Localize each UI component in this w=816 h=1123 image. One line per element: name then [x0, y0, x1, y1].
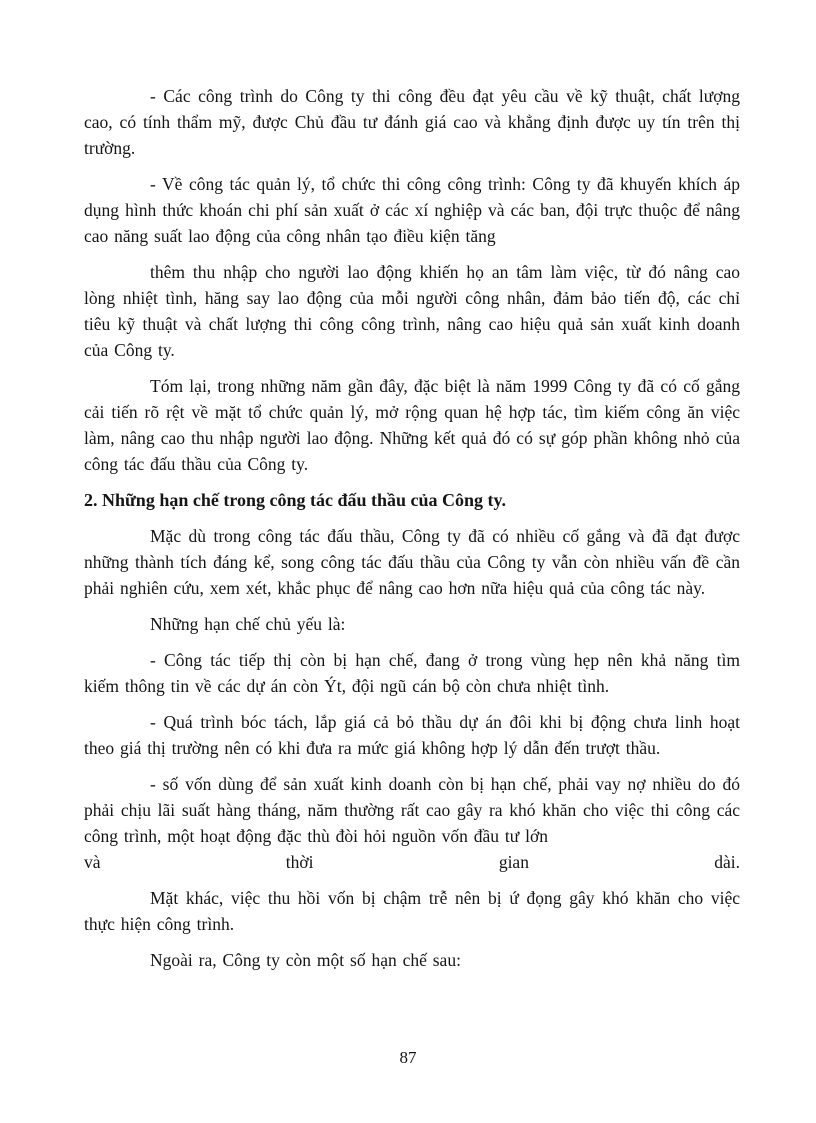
paragraph: thêm thu nhập cho người lao động khiến họ an tâm làm việc, từ đó nâng cao lòng nhiệt tình, hăng say lao động của mỗi người công nhân, đảm bảo tiến độ, các chỉ tiêu kỹ thuật và chất lượng thi công công trình, nâng cao hiệu quả sản xuất kinh doanh của Công ty.	[84, 262, 740, 360]
paragraph-text: - số vốn dùng để sản xuất kinh doanh còn bị hạn chế, phải vay nợ nhiều do đó phải chịu lãi suất hàng tháng, năm thường rất cao gây ra khó khăn cho việc thi công các công trình, một hoạt động đặc thù đòi hỏi nguồn vốn đầu tư lớn	[84, 774, 740, 846]
page-body	[84, 83, 740, 983]
paragraph: Tóm lại, trong những năm gần đây, đặc biệt là năm 1999 Công ty đã có cố gắng cải tiến rõ rệt về mặt tổ chức quản lý, mở rộng quan hệ hợp tác, tìm kiếm công ăn việc làm, nâng cao thu nhập người lao động. Những kết quả đó có sự góp phần không nhỏ của công tác đấu thầu của Công ty.	[84, 376, 740, 474]
page-number: 87	[399, 1048, 417, 1067]
paragraph: Mặc dù trong công tác đấu thầu, Công ty đã có nhiều cố gắng và đã đạt được những thành tích đáng kể, song công tác đấu thầu của Công ty vẫn còn nhiều vấn đề cần phải nghiên cứu, xem xét, khắc phục để nâng cao hơn nữa hiệu quả của công tác này.	[84, 526, 740, 598]
section-heading: 2. Những hạn chế trong công tác đấu thầu của Công ty.	[84, 490, 507, 510]
paragraph: - Quá trình bóc tách, lắp giá cả bỏ thầu dự án đôi khi bị động chưa linh hoạt theo giá thị trường nên có khi đưa ra mức giá không hợp lý dẫn đến trượt thầu.	[84, 712, 740, 758]
paragraph: Ngoài ra, Công ty còn một số hạn chế sau:	[150, 950, 461, 970]
paragraph: - Các công trình do Công ty thi công đều đạt yêu cầu về kỹ thuật, chất lượng cao, có tính thẩm mỹ, được Chủ đầu tư đánh giá cao và khẳng định được uy tín trên thị trường.	[84, 86, 740, 158]
paragraph: Mặt khác, việc thu hồi vốn bị chậm trễ nên bị ứ đọng gây khó khăn cho việc thực hiện công trình.	[84, 888, 740, 934]
paragraph: - Về công tác quản lý, tổ chức thi công công trình: Công ty đã khuyến khích áp dụng hình thức khoán chi phí sản xuất ở các xí nghiệp và các ban, đội trực thuộc để nâng cao năng suất lao động của công nhân tạo điều kiện tăng	[84, 174, 740, 246]
paragraph: - Công tác tiếp thị còn bị hạn chế, đang ở trong vùng hẹp nên khả năng tìm kiếm thông tin về các dự án còn Ýt, đội ngũ cán bộ còn chưa nhiệt tình.	[84, 650, 740, 696]
paragraph-forced-justified-line: và thời gian dài.	[84, 852, 740, 872]
paragraph: Những hạn chế chủ yếu là:	[150, 614, 346, 634]
paragraph	[84, 771, 740, 875]
